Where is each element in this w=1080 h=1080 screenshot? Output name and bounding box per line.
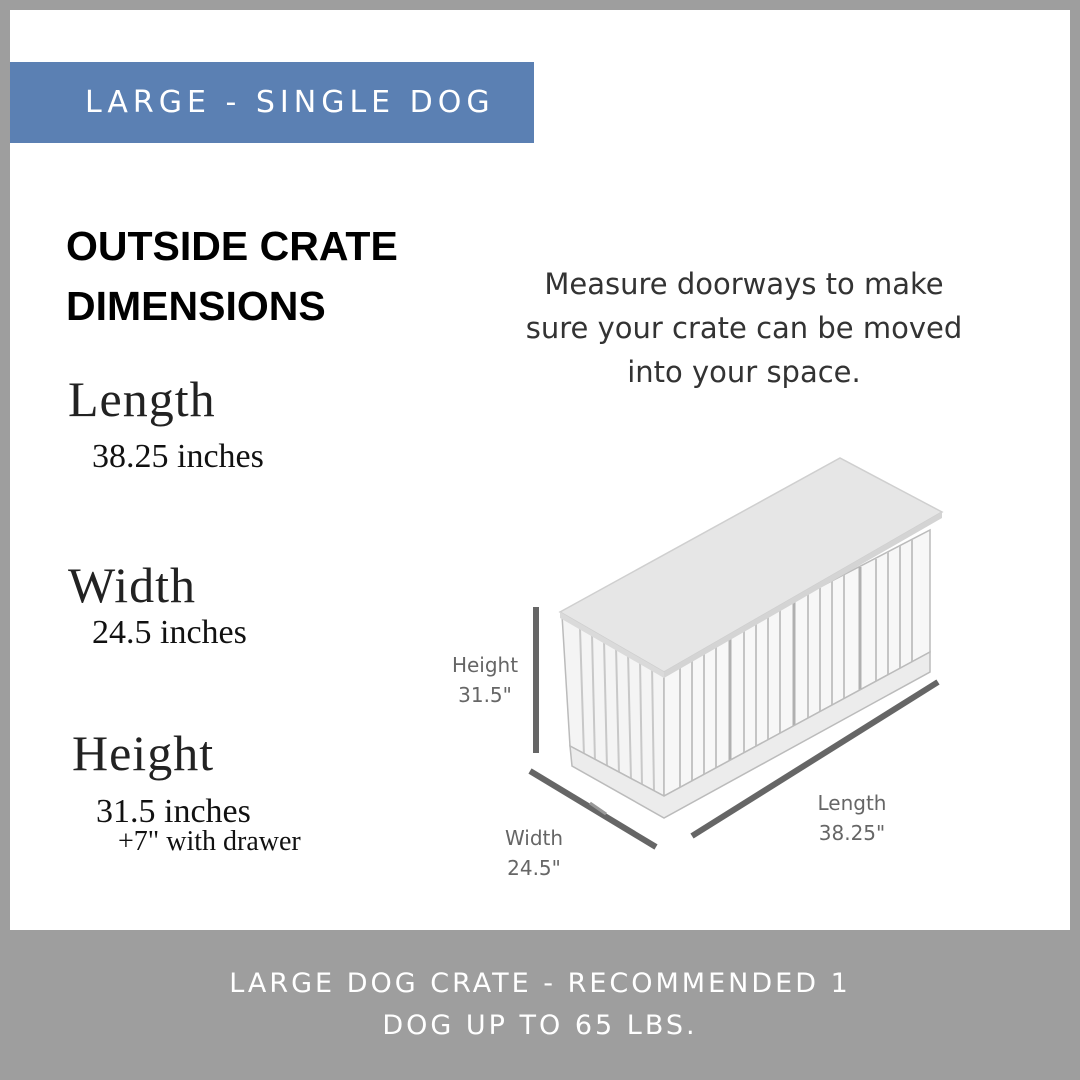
- length-value: 38.25 inches: [92, 438, 264, 475]
- heading-line-2: DIMENSIONS: [66, 283, 326, 329]
- crate-diagram: [440, 440, 1000, 900]
- length-label: Length: [68, 371, 216, 427]
- height-drawer-note: +7" with drawer: [118, 826, 301, 857]
- diagram-length-value: 38.25": [818, 821, 886, 845]
- height-label: Height: [72, 725, 215, 781]
- diagram-width-value: 24.5": [507, 856, 561, 880]
- footer-bar: [0, 930, 1080, 1080]
- banner-label: LARGE - SINGLE DOG: [85, 85, 495, 120]
- diagram-length-label: Length: [817, 791, 887, 815]
- width-label: Width: [68, 557, 196, 613]
- content-card: [10, 10, 1070, 930]
- diagram-height-label: Height: [451, 653, 519, 677]
- footer-text: LARGE DOG CRATE - RECOMMENDED 1 DOG UP TO 65 LBS.: [229, 968, 851, 1041]
- height-value: 31.5 inches: [96, 793, 251, 830]
- section-heading: [66, 216, 486, 336]
- width-value: 24.5 inches: [92, 614, 247, 651]
- doorway-note: Measure doorways to make sure your crate can be moved into your space.: [525, 267, 963, 389]
- diagram-height-value: 31.5": [458, 683, 512, 707]
- heading-line-1: OUTSIDE CRATE: [66, 223, 398, 269]
- diagram-width-label: Width: [504, 826, 564, 850]
- size-banner: [10, 62, 534, 143]
